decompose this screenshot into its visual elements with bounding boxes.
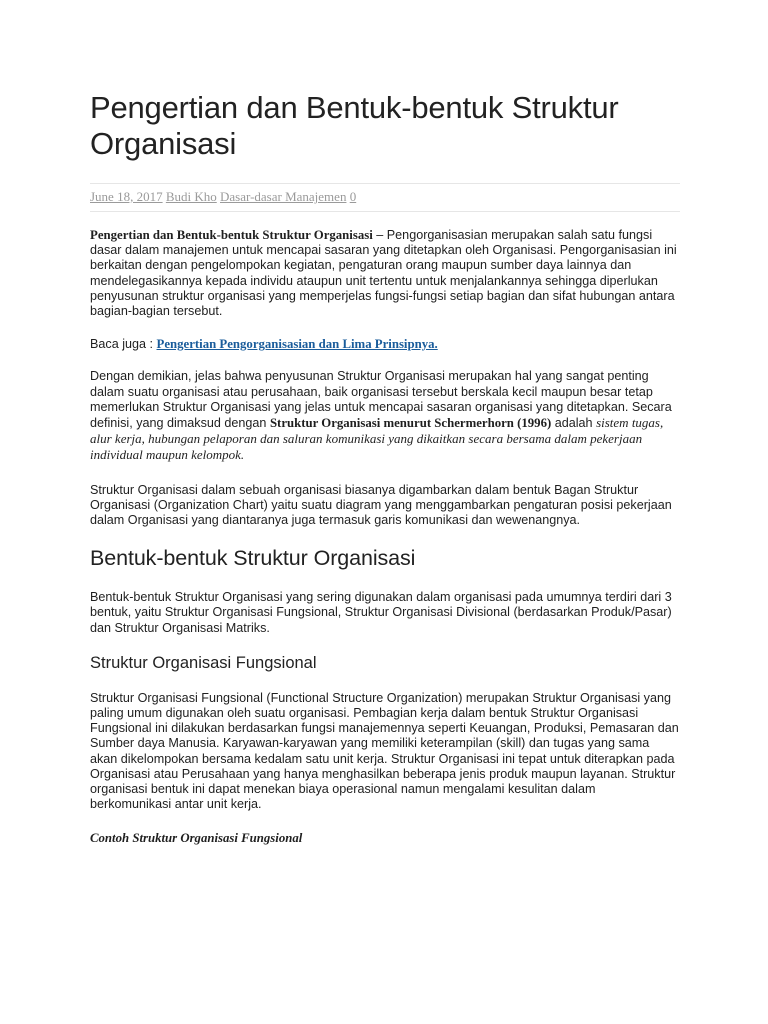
article	[90, 90, 680, 846]
see-also-link[interactable]: Pengertian Pengorganisasian dan Lima Prinsipnya.	[156, 337, 438, 352]
comments-link[interactable]: 0	[349, 189, 357, 204]
author-link[interactable]: Budi Kho	[165, 189, 217, 204]
definition-text-1: Dengan demikian, jelas bahwa penyusunan Struktur Organisasi merupakan hal yang sangat penting dalam suatu organisasi atau perusahaan, baik organisasi tersebut berskala kecil maupun besar tetap memerlukan Struktur Organisasi yang jelas untuk mencapai sasaran organisasi yang ditetapkan. Secara definisi, yang dimaksud dengan	[90, 369, 672, 431]
page-title: Pengertian dan Bentuk-bentuk Struktur Organisasi	[90, 90, 619, 161]
sub-paragraph: Struktur Organisasi Fungsional (Functional Structure Organization) merupakan Struktur Organisasi yang paling umum digunakan oleh suatu organisasi. Pembagian kerja dalam bentuk Struktur Organisasi Fungsional ini dilakukan berdasarkan fungsi manajemennya seperti Keuangan, Produksi, Pemasaran dan Sumber daya Manusia. Karyawan-karyawan yang memiliki keterampilan (skill) dan tugas yang sama akan dikelompokan bersama kedalam satu unit kerja. Struktur Organisasi ini tepat untuk diterapkan pada Organisasi atau Perusahaan yang hanya menghasilkan beberapa jenis produk maupun layanan. Struktur organisasi bentuk ini dapat menekan biaya operasional namun mengalami kesulitan dalam berkomunikasi antar unit kerja.	[90, 690, 679, 812]
definition-italic: sistem tugas, alur kerja, hubungan pelaporan dan saluran komunikasi yang dikaitkan secara bersama dalam pekerjaan individual maupun kelompok.	[90, 415, 664, 463]
intro-bold-lead: Pengertian dan Bentuk-bentuk Struktur Organisasi	[90, 228, 373, 242]
intro-text: – Pengorganisasian merupakan salah satu fungsi dasar dalam manajemen untuk mencapai sasaran yang ditetapkan oleh Organisasi. Pengorganisasian ini berkaitan dengan pengelompokan kegiatan, pengaturan orang maupun sumber daya lainnya dan mendelegasikannya kepada individu ataupun unit tertentu untuk menjalankannya sehingga diperlukan penyusunan struktur organisasi yang memperjelas fungsi-fungsi setiap bagian dan sifat hubungan antara bagian-bagian tersebut.	[90, 228, 677, 319]
post-date-link[interactable]: June 18, 2017	[90, 189, 163, 204]
section-paragraph: Bentuk-bentuk Struktur Organisasi yang sering digunakan dalam organisasi pada umumnya terdiri dari 3 bentuk, yaitu Struktur Organisasi Fungsional, Struktur Organisasi Divisional (berdasarkan Produk/Pasar) dan Struktur Organisasi Matriks.	[90, 590, 672, 635]
definition-bold: Struktur Organisasi menurut Schermerhorn (1996)	[269, 416, 552, 431]
see-also-label: Baca juga :	[90, 337, 157, 352]
definition-paragraph	[90, 369, 680, 463]
figure-caption: Contoh Struktur Organisasi Fungsional	[90, 831, 303, 846]
divider	[90, 211, 680, 212]
post-meta	[90, 184, 680, 211]
sub-heading: Struktur Organisasi Fungsional	[90, 653, 317, 672]
section-heading: Bentuk-bentuk Struktur Organisasi	[90, 546, 416, 571]
see-also-paragraph	[90, 337, 680, 352]
intro-paragraph	[90, 228, 680, 319]
category-link[interactable]: Dasar-dasar Manajemen	[220, 189, 347, 204]
chart-paragraph: Struktur Organisasi dalam sebuah organisasi biasanya digambarkan dalam bentuk Bagan Struktur Organisasi (Organization Chart) yaitu suatu diagram yang menggambarkan pengaturan posisi pekerjaan dalam Organisasi yang diantaranya juga termasuk garis komunikasi dan wewenangnya.	[90, 482, 672, 528]
definition-text-2: adalah	[551, 416, 597, 431]
